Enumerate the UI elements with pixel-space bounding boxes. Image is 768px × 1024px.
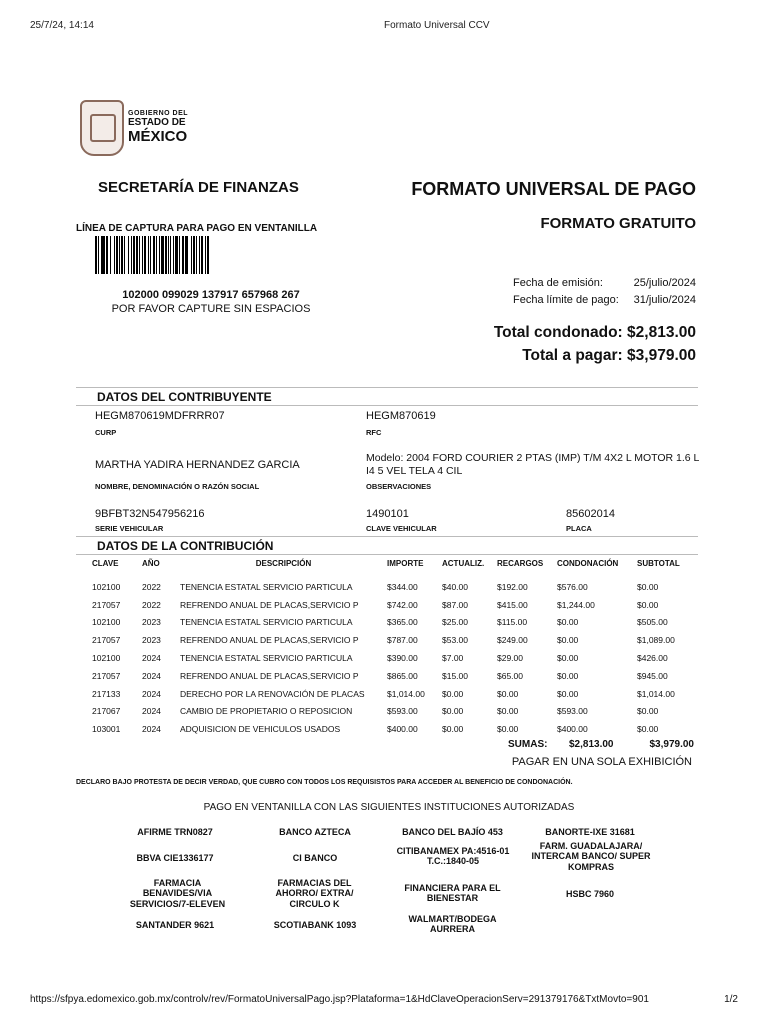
rfc-value: HEGM870619 <box>366 410 436 422</box>
col-subtotal: SUBTOTAL <box>637 559 680 568</box>
bank-item: SANTANDER 9621 <box>135 920 215 930</box>
cell-recargos: $65.00 <box>497 670 523 681</box>
cell-actualiz: $0.00 <box>442 706 464 717</box>
cell-clave: 217057 <box>92 635 121 646</box>
cell-importe: $400.00 <box>387 724 418 735</box>
cell-anio: 2024 <box>142 724 161 735</box>
cell-subtotal: $0.00 <box>637 581 659 592</box>
bank-item: BANCO DEL BAJÍO 453 <box>402 827 503 837</box>
linea-captura-number: 102000 099029 137917 657968 267 <box>122 289 300 301</box>
placa-label: PLACA <box>566 524 592 533</box>
table-row <box>92 614 702 632</box>
secretaria-title: SECRETARÍA DE FINANZAS <box>98 179 299 196</box>
linea-captura-label: LÍNEA DE CAPTURA PARA PAGO EN VENTANILLA <box>76 223 318 234</box>
total-condonado-label: Total condonado: <box>493 324 623 341</box>
cell-actualiz: $53.00 <box>442 635 468 646</box>
cell-subtotal: $1,089.00 <box>637 635 675 646</box>
cell-anio: 2023 <box>142 617 161 628</box>
curp-label: CURP <box>95 428 117 437</box>
cell-clave: 217057 <box>92 599 121 610</box>
divider <box>76 387 698 388</box>
cell-recargos: $415.00 <box>497 599 528 610</box>
bank-item: AFIRME TRN0827 <box>137 827 213 837</box>
cell-recargos: $192.00 <box>497 581 528 592</box>
col-recargos: RECARGOS <box>497 559 544 568</box>
observaciones-label: OBSERVACIONES <box>366 482 432 491</box>
cell-clave: 103001 <box>92 724 121 735</box>
total-condonado <box>494 324 696 342</box>
contribucion-title: DATOS DE LA CONTRIBUCIÓN <box>97 539 274 553</box>
cell-actualiz: $87.00 <box>442 599 468 610</box>
cell-clave: 102100 <box>92 617 121 628</box>
total-pagar-value: $3,979.00 <box>627 347 696 364</box>
cell-descripcion: TENENCIA ESTATAL SERVICIO PARTICULA <box>180 581 353 592</box>
fecha-emision: 25/julio/2024 <box>633 277 696 289</box>
bank-item: FARMACIAS DEL AHORRO/ EXTRA/ CIRCULO K <box>275 878 354 909</box>
cell-importe: $1,014.00 <box>387 688 425 699</box>
table-header-row <box>92 557 702 578</box>
bank-item: FARM. GUADALAJARA/ INTERCAM BANCO/ SUPER KOMPRAS <box>531 841 651 872</box>
cell-anio: 2023 <box>142 635 161 646</box>
cell-condonacion: $0.00 <box>557 617 579 628</box>
cell-descripcion: TENENCIA ESTATAL SERVICIO PARTICULA <box>180 653 353 664</box>
col-importe: IMPORTE <box>387 559 424 568</box>
cell-anio: 2022 <box>142 599 161 610</box>
cell-condonacion: $0.00 <box>557 670 579 681</box>
table-row <box>92 649 702 667</box>
divider <box>76 554 698 555</box>
cell-anio: 2024 <box>142 706 161 717</box>
cell-condonacion: $0.00 <box>557 653 579 664</box>
cell-recargos: $249.00 <box>497 635 528 646</box>
contribuyente-title: DATOS DEL CONTRIBUYENTE <box>97 390 272 404</box>
cell-actualiz: $15.00 <box>442 670 468 681</box>
bank-item: BANCO AZTECA <box>279 827 351 837</box>
cell-descripcion: ADQUISICION DE VEHICULOS USADOS <box>180 724 341 735</box>
cell-actualiz: $0.00 <box>442 724 464 735</box>
total-pagar-label: Total a pagar: <box>522 347 623 364</box>
cell-recargos: $115.00 <box>497 617 528 628</box>
cell-recargos: $0.00 <box>497 724 519 735</box>
cell-clave: 217057 <box>92 670 121 681</box>
estado-mexico-logo-icon <box>80 100 124 156</box>
divider <box>76 405 698 406</box>
serie-value: 9BFBT32N547956216 <box>95 508 205 520</box>
curp-value: HEGM870619MDFRRR07 <box>95 410 225 422</box>
cell-importe: $344.00 <box>387 581 418 592</box>
print-title: Formato Universal CCV <box>384 20 490 31</box>
cell-subtotal: $0.00 <box>637 599 659 610</box>
formato-gratuito: FORMATO GRATUITO <box>540 215 696 232</box>
cell-clave: 217133 <box>92 688 121 699</box>
cell-condonacion: $400.00 <box>557 724 588 735</box>
bank-item: FARMACIA BENAVIDES/VIA SERVICIOS/7-ELEVEN <box>129 878 226 909</box>
table-row <box>92 596 702 614</box>
cell-actualiz: $0.00 <box>442 688 464 699</box>
cell-clave: 102100 <box>92 581 121 592</box>
pago-title: PAGO EN VENTANILLA CON LAS SIGUIENTES INSTITUCIONES AUTORIZADAS <box>203 802 575 813</box>
cell-anio: 2024 <box>142 688 161 699</box>
sumas-condonacion: $2,813.00 <box>569 739 614 750</box>
cell-subtotal: $0.00 <box>637 706 659 717</box>
cell-condonacion: $0.00 <box>557 688 579 699</box>
barcode-bar <box>209 236 210 274</box>
cell-condonacion: $576.00 <box>557 581 588 592</box>
sumas-subtotal: $3,979.00 <box>649 739 694 750</box>
cell-descripcion: REFRENDO ANUAL DE PLACAS,SERVICIO P <box>180 635 359 646</box>
declaracion-text: DECLARO BAJO PROTESTA DE DECIR VERDAD, QUE CUBRO CON TODOS LOS REQUISISTOS PARA ACCEDER AL BENEFICIO DE CONDONACIÓN. <box>76 779 573 786</box>
col-condonacion: CONDONACIÓN <box>557 559 619 568</box>
print-datetime: 25/7/24, 14:14 <box>30 20 94 31</box>
linea-captura-note: POR FAVOR CAPTURE SIN ESPACIOS <box>111 303 311 315</box>
clave-vehicular-value: 1490101 <box>366 508 409 520</box>
bank-item: CI BANCO <box>292 853 338 863</box>
serie-label: SERIE VEHICULAR <box>95 524 164 533</box>
fecha-emision-label: Fecha de emisión: <box>513 277 603 289</box>
table-row <box>92 703 702 721</box>
table-row <box>92 685 702 703</box>
fecha-limite-label: Fecha límite de pago: <box>513 294 619 306</box>
cell-clave: 217067 <box>92 706 121 717</box>
cell-descripcion: REFRENDO ANUAL DE PLACAS,SERVICIO P <box>180 670 359 681</box>
footer-url[interactable]: https://sfpya.edomexico.gob.mx/controlv/rev/FormatoUniversalPago.jsp?Plataforma=1&HdClaveOperacionServ=291379176&TxtMovto=901 <box>30 994 649 1005</box>
table-row <box>92 720 702 738</box>
bank-item: CITIBANAMEX PA:4516-01 T.C.:1840-05 <box>396 846 510 867</box>
total-pagar <box>522 347 696 365</box>
bank-item: SCOTIABANK 1093 <box>273 920 357 930</box>
cell-anio: 2022 <box>142 581 161 592</box>
cell-recargos: $0.00 <box>497 688 519 699</box>
col-anio: AÑO <box>142 559 160 568</box>
cell-descripcion: DERECHO POR LA RENOVACIÓN DE PLACAS <box>180 688 365 699</box>
table-row <box>92 631 702 649</box>
rfc-label: RFC <box>366 428 382 437</box>
logo-line-1: GOBIERNO DEL <box>128 110 189 117</box>
bank-item: BANORTE-IXE 31681 <box>545 827 635 837</box>
cell-subtotal: $505.00 <box>637 617 668 628</box>
cell-anio: 2024 <box>142 670 161 681</box>
cell-importe: $787.00 <box>387 635 418 646</box>
formato-title: FORMATO UNIVERSAL DE PAGO <box>411 179 696 199</box>
nombre-label: NOMBRE, DENOMINACIÓN O RAZÓN SOCIAL <box>95 482 260 491</box>
col-clave: CLAVE <box>92 559 119 568</box>
bank-item: HSBC 7960 <box>565 889 615 899</box>
cell-descripcion: REFRENDO ANUAL DE PLACAS,SERVICIO P <box>180 599 359 610</box>
table-row <box>92 667 702 685</box>
logo-line-3: MÉXICO <box>128 128 188 145</box>
logo-text <box>128 110 188 144</box>
placa-value: 85602014 <box>566 508 615 520</box>
cell-subtotal: $1,014.00 <box>637 688 675 699</box>
cell-anio: 2024 <box>142 653 161 664</box>
cell-importe: $365.00 <box>387 617 418 628</box>
cell-condonacion: $593.00 <box>557 706 588 717</box>
cell-recargos: $0.00 <box>497 706 519 717</box>
footer-page: 1/2 <box>724 994 738 1005</box>
cell-actualiz: $7.00 <box>442 653 464 664</box>
fecha-limite: 31/julio/2024 <box>633 294 696 306</box>
sumas-label: SUMAS: <box>508 739 548 750</box>
cell-clave: 102100 <box>92 653 121 664</box>
logo-line-2: ESTADO DE <box>128 117 186 128</box>
cell-importe: $390.00 <box>387 653 418 664</box>
bank-item: WALMART/BODEGA AURRERA <box>408 914 497 935</box>
cell-recargos: $29.00 <box>497 653 523 664</box>
cell-actualiz: $25.00 <box>442 617 468 628</box>
cell-importe: $865.00 <box>387 670 418 681</box>
cell-subtotal: $0.00 <box>637 724 659 735</box>
col-descripcion: DESCRIPCIÓN <box>255 559 312 568</box>
cell-condonacion: $0.00 <box>557 635 579 646</box>
pagar-note: PAGAR EN UNA SOLA EXHIBICIÓN <box>511 756 692 768</box>
cell-descripcion: TENENCIA ESTATAL SERVICIO PARTICULA <box>180 617 353 628</box>
cell-descripcion: CAMBIO DE PROPIETARIO O REPOSICION <box>180 706 353 717</box>
col-actualiz: ACTUALIZ. <box>442 559 485 568</box>
total-condonado-value: $2,813.00 <box>627 324 696 341</box>
observaciones-value: Modelo: 2004 FORD COURIER 2 PTAS (IMP) T/M 4X2 L MOTOR 1.6 L I4 5 VEL TELA 4 CIL <box>366 452 699 477</box>
bank-item: FINANCIERA PARA EL BIENESTAR <box>404 883 501 904</box>
cell-importe: $593.00 <box>387 706 418 717</box>
cell-condonacion: $1,244.00 <box>557 599 595 610</box>
cell-actualiz: $40.00 <box>442 581 468 592</box>
bank-item: BBVA CIE1336177 <box>136 853 214 863</box>
cell-importe: $742.00 <box>387 599 418 610</box>
barcode <box>95 236 325 274</box>
table-row <box>92 578 702 596</box>
divider <box>76 536 698 537</box>
contribucion-table <box>92 557 702 738</box>
clave-vehicular-label: CLAVE VEHICULAR <box>366 524 437 533</box>
nombre-value: MARTHA YADIRA HERNANDEZ GARCIA <box>95 459 300 471</box>
cell-subtotal: $945.00 <box>637 670 668 681</box>
cell-subtotal: $426.00 <box>637 653 668 664</box>
